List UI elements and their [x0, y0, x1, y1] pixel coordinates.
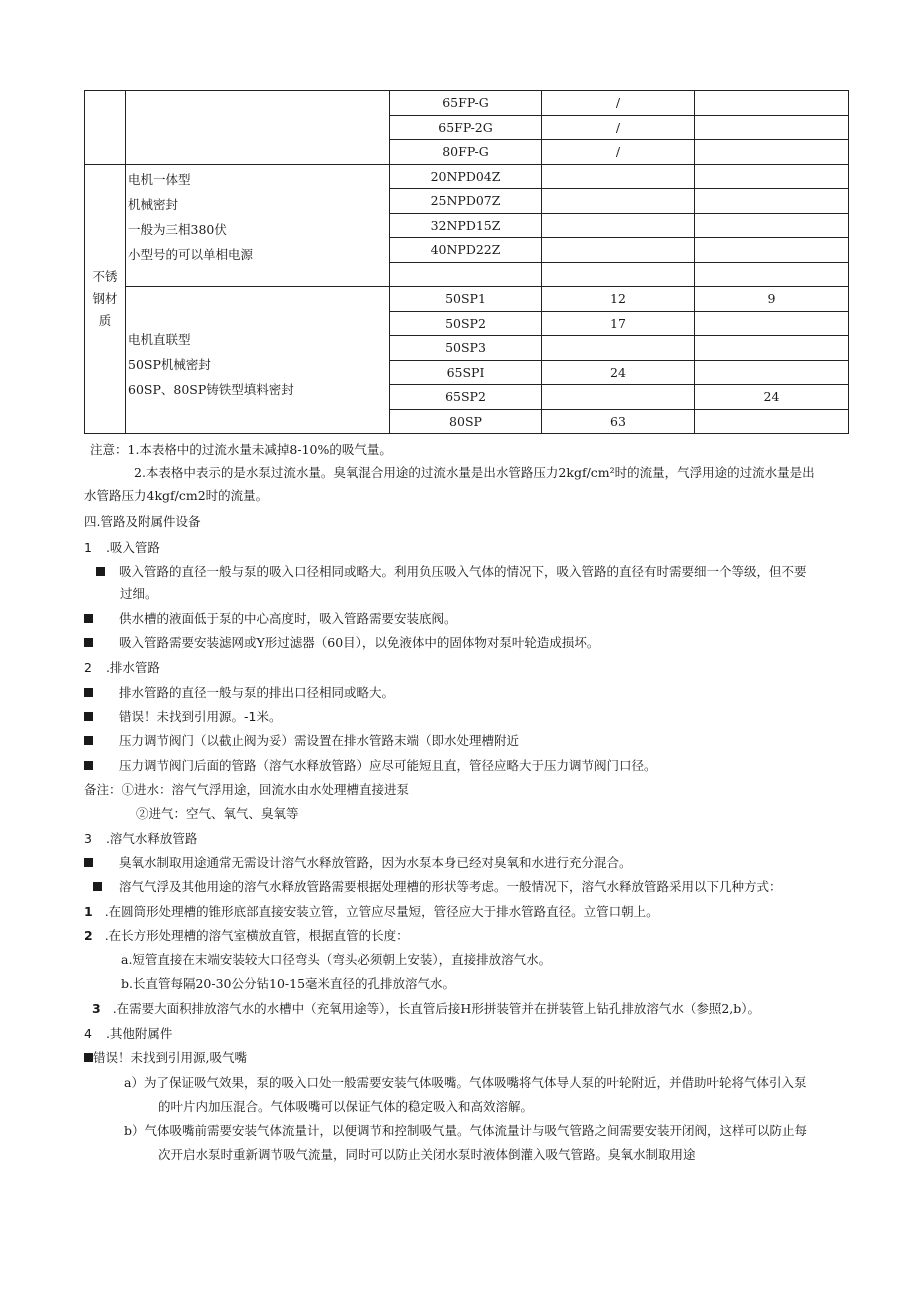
subsection-number: 3: [84, 831, 92, 846]
list-item: 错误！未找到引用源,吸气嘴: [84, 1048, 247, 1068]
paragraph-a-line-1: a）为了保证吸气效果，泵的吸入口处一般需要安装气体吸嘴。气体吸嘴将气体导人泵的叶轮附近，并借助叶轮将气体引入泵: [124, 1075, 807, 1090]
value-cell: [542, 164, 695, 189]
subsection-title: .溶气水释放管路: [105, 831, 198, 846]
model-cell: 50SP1: [390, 287, 542, 312]
value-cell: /: [542, 91, 695, 116]
material-cell-blank: [85, 91, 126, 165]
subsection-3-heading: [84, 829, 197, 849]
value-cell: [695, 213, 849, 238]
square-bullet-icon: [84, 761, 93, 770]
model-cell: 20NPD04Z: [390, 164, 542, 189]
subsection-number: 4: [84, 1026, 92, 1041]
model-cell: 65FP-G: [390, 91, 542, 116]
value-cell: [542, 336, 695, 361]
desc-line: 一般为三相380伏: [128, 221, 227, 237]
material-cell: 不锈钢材质: [85, 164, 126, 434]
desc-line: 50SP机械密封: [128, 356, 211, 372]
list-item: 压力调节阀门（以截止阀为妥）需设置在排水管路末端（即水处理槽附近: [84, 731, 519, 751]
value-cell: [695, 238, 849, 263]
model-cell: 32NPD15Z: [390, 213, 542, 238]
table-row: [85, 164, 849, 189]
table-row: [85, 287, 849, 312]
model-cell: 65SPI: [390, 360, 542, 385]
value-cell: 24: [542, 360, 695, 385]
remark-line-1: 备注：①进水：溶气气浮用途，回流水由水处理槽直接进泵: [84, 782, 410, 797]
list-item: 供水槽的液面低于泵的中心高度时，吸入管路需要安装底阀。: [84, 609, 457, 629]
square-bullet-icon: [84, 614, 93, 623]
paragraph-a-line-2: 的叶片内加压混合。气体吸嘴可以保证气体的稳定吸入和高效溶解。: [158, 1099, 534, 1114]
model-cell: 65FP-2G: [390, 115, 542, 140]
desc-line: 60SP、80SP铸铁型填料密封: [128, 381, 294, 397]
list-item: 错误！未找到引用源。-1米。: [84, 707, 281, 727]
model-cell: 40NPD22Z: [390, 238, 542, 263]
value-cell: [695, 164, 849, 189]
model-cell: 65SP2: [390, 385, 542, 410]
value-cell: [542, 238, 695, 263]
square-bullet-icon: [84, 638, 93, 647]
list-item: 臭氧水制取用途通常无需设计溶气水释放管路，因为水泵本身已经对臭氧和水进行充分混合。: [84, 853, 632, 873]
value-cell: [695, 115, 849, 140]
desc-line: 电机一体型: [128, 171, 191, 187]
list-item: 吸入管路的直径一般与泵的吸入口径相同或略大。利用负压吸入气体的情况下，吸入管路的直径有时需要细一个等级，但不要: [96, 562, 807, 582]
model-cell: 80SP: [390, 409, 542, 434]
subsection-number: 1: [84, 540, 92, 555]
method-item: 1 .在圆筒形处理槽的锥形底部直接安装立管，立管应尽量短，管径应大于排水管路直径。立管口朝上。: [84, 904, 659, 919]
value-cell: [542, 213, 695, 238]
desc-line: 小型号的可以单相电源: [128, 246, 254, 262]
square-bullet-icon: [93, 882, 102, 891]
subsection-2-heading: [84, 658, 160, 678]
list-item: 压力调节阀门后面的管路（溶气水释放管路）应尽可能短且直，管径应略大于压力调节阀门口径。: [84, 756, 657, 776]
desc-line: 机械密封: [128, 196, 179, 212]
value-cell: [695, 311, 849, 336]
remark-line-2: ②进气：空气、氧气、臭氧等: [136, 806, 299, 821]
note-2-line-1: 2.本表格中表示的是水泵过流水量。臭氧混合用途的过流水量是出水管路压力2kgf∕cm²时的流量，气浮用途的过流水量是出: [134, 465, 815, 480]
paragraph-b-line-1: b）气体吸嘴前需要安装气体流量计，以便调节和控制吸气量。气体流量计与吸气管路之间需要安装开闭阀，这样可以防止每: [124, 1123, 808, 1138]
table-row: [85, 91, 849, 116]
list-item: 排水管路的直径一般与泵的排出口径相同或略大。: [84, 683, 394, 703]
paragraph-b-line-2: 次开启水泵时重新调节吸气流量，同时可以防止关闭水泵时液体倒灌入吸气管路。臭氧水制取用途: [158, 1147, 696, 1162]
value-cell: [542, 189, 695, 214]
note-1: 注意：1.本表格中的过流水量未减掉8-10%的吸气量。: [90, 442, 392, 457]
model-cell: 80FP-G: [390, 140, 542, 165]
value-cell: [695, 262, 849, 287]
value-cell: 12: [542, 287, 695, 312]
method-item: 3 .在需要大面积排放溶气水的水槽中（充氧用途等），长直管后接H形拼装管并在拼装管上钻孔排放溶气水（参照2,b）。: [92, 1001, 761, 1016]
subsection-title: .其他附属件: [105, 1026, 173, 1041]
subsection-title: .吸入管路: [105, 540, 160, 555]
desc-cell-blank: [126, 91, 390, 165]
subsection-1-heading: [84, 538, 160, 558]
value-cell: [695, 360, 849, 385]
model-cell: 25NPD07Z: [390, 189, 542, 214]
square-bullet-icon: [84, 688, 93, 697]
value-cell: [695, 336, 849, 361]
subsection-4-heading: [84, 1024, 172, 1044]
pump-spec-table: [84, 90, 849, 434]
value-cell: 63: [542, 409, 695, 434]
section-title: 四.管路及附属件设备: [84, 514, 201, 529]
square-bullet-icon: [84, 1053, 93, 1062]
value-cell: 17: [542, 311, 695, 336]
value-cell: [542, 262, 695, 287]
list-item-continuation: 过细。: [120, 586, 158, 601]
note-2-line-2: 水管路压力4kgf∕cm2时的流量。: [84, 488, 269, 503]
subsection-title: .排水管路: [105, 660, 160, 675]
list-item: 溶气气浮及其他用途的溶气水释放管路需要根据处理槽的形状等考虑。一般情况下，溶气水释放管路采用以下几种方式：: [93, 877, 782, 897]
value-cell: 24: [695, 385, 849, 410]
square-bullet-icon: [96, 567, 105, 576]
list-item: 吸入管路需要安装滤网或Y形过滤器（60目），以免液体中的固体物对泵叶轮造成损坏。: [84, 633, 599, 653]
group1-description: [126, 164, 390, 287]
square-bullet-icon: [84, 712, 93, 721]
value-cell: [695, 189, 849, 214]
model-cell: 50SP2: [390, 311, 542, 336]
value-cell: [695, 409, 849, 434]
value-cell: /: [542, 115, 695, 140]
model-cell: [390, 262, 542, 287]
method-item: 2 .在长方形处理槽的溶气室横放直管，根据直管的长度：: [84, 928, 409, 943]
square-bullet-icon: [84, 736, 93, 745]
value-cell: 9: [695, 287, 849, 312]
value-cell: [542, 385, 695, 410]
method-sub-item: b.长直管每隔20-30公分钻10-15毫米直径的孔排放溶气水。: [121, 976, 456, 991]
model-cell: 50SP3: [390, 336, 542, 361]
value-cell: [695, 140, 849, 165]
subsection-number: 2: [84, 660, 92, 675]
value-cell: [695, 91, 849, 116]
desc-line: 电机直联型: [128, 331, 191, 347]
square-bullet-icon: [84, 858, 93, 867]
value-cell: /: [542, 140, 695, 165]
group2-description: [126, 287, 390, 434]
method-sub-item: a.短管直接在末端安装较大口径弯头（弯头必须朝上安装），直接排放溶气水。: [121, 952, 552, 967]
